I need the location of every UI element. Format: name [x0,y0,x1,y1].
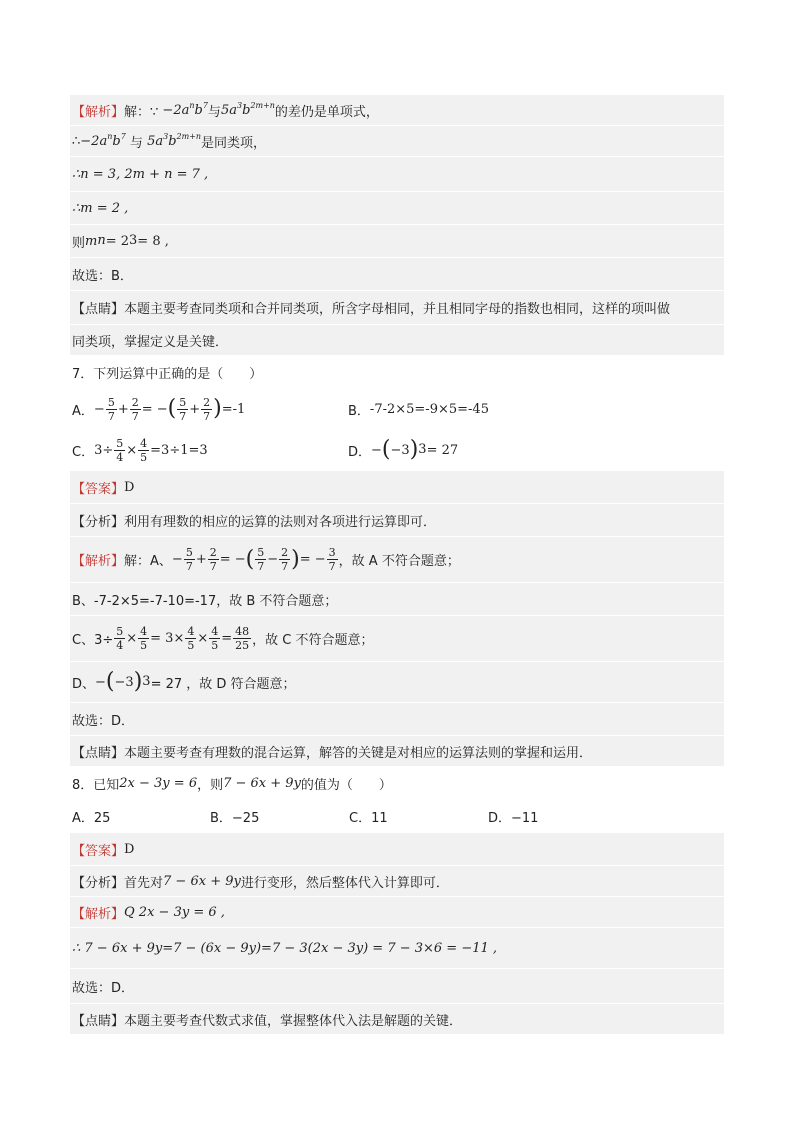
q8-answer: 【答案】 D [70,833,724,866]
q8-solution-line-1: 【解析】 Q 2x − 3y = 6 , [70,897,724,928]
q7-options-ab [70,389,724,430]
daan-tag: 【答案】 [72,481,125,497]
q6-analysis-line-3: ∴n = 3, 2m + n = 7 , [70,157,724,192]
q7-solution-a: 【解析】 解：A、 − $\frac{5}{7}$ + $\frac{2}{7}$ = − ( $\frac{5}{7}$ − $\frac{2}{7}$ ) = − $\frac{3}{7}$ ，故 A 不符合题意； [70,537,724,583]
q8-choice: 故选：D． [70,969,724,1004]
fenxi-tag: 【分析】 [72,514,125,530]
solution-page [70,95,724,1035]
q6-term-2: $5a^3b^{2m+n}$ [220,100,275,118]
q8-solution-line-2: ∴ 7 − 6x + 9y=7 − (6x − 9y)=7 − 3(2x − 3y) = 7 − 3×6 = −11 , [70,928,724,969]
q7-analysis: 【分析】 利用有理数的相应的运算的法则对各项进行运算即可． [70,504,724,537]
q8-option-d: D．−11 [488,810,539,826]
dianjing-tag: 【点睛】 [72,302,125,317]
q6-term-1: $-2a^nb^7$ [158,100,208,118]
q7-option-a: A． − $\frac{5}{7}$ + $\frac{2}{7}$ = − ( $\frac{5}{7}$ + $\frac{2}{7}$ ) =-1 [72,395,246,423]
q7-options-cd [70,430,724,471]
q8-options [70,800,724,833]
q6-analysis-line-5: 则 m n = 2 3 = 8 , [70,225,724,258]
q7-choice: 故选：D． [70,703,724,736]
q8-comment: 【点睛】 本题主要考查代数式求值，掌握整体代入法是解题的关键． [70,1004,724,1035]
q7-solution-d: D、 − ( −3 ) 3 = 27 ，故 D 符合题意； [70,662,724,703]
q7-option-d: D． − ( −3 ) 3 = 27 [348,437,459,462]
q8-stem: 8．已知 2x − 3y = 6 ，则 7 − 6x + 9y 的值为（ ） [70,767,724,800]
q6-analysis-line-4: ∴m = 2 , [70,192,724,225]
q7-option-b: B． -7-2×5=-9×5=-45 [348,401,489,419]
q7-comment: 【点睛】 本题主要考查有理数的混合运算，解答的关键是对相应的运算法则的掌握和运用． [70,736,724,767]
q7-option-c: C． 3÷ $\frac{5}{4}$ × $\frac{4}{5}$ =3÷1=3 [72,436,208,464]
q7-stem: 7．下列运算中正确的是（ ） [70,356,724,389]
jiexi-tag: 【解析】 [72,104,125,120]
q6-comment-line-2: 同类项，掌握定义是关键． [70,325,724,356]
q8-option-c: C．11 [349,810,388,826]
q8-option-b: B．−25 [210,810,260,826]
q8-analysis: 【分析】 首先对 7 − 6x + 9y 进行变形，然后整体代入计算即可． [70,866,724,897]
q6-choice: 故选：B． [70,258,724,291]
q6-analysis-line-1: 【解析】 解：∵ $-2a^nb^7$ 与 $5a^3b^{2m+n}$ 的差仍是单项式， [70,95,724,126]
q7-solution-c: C、3÷ $\frac{5}{4}$ × $\frac{4}{5}$ = 3× $\frac{4}{5}$ × $\frac{4}{5}$ = $\frac{48}{25}$ ，故 C 不符合题意； [70,616,724,662]
q6-comment-line-1: 【点睛】 本题主要考查同类项和合并同类项，所含字母相同，并且相同字母的指数也相同，这样的项叫做 [70,291,724,325]
q6-analysis-line-2: ∴ $-2a^nb^7$ 与 $5a^3b^{2m+n}$ 是同类项， [70,126,724,157]
q8-option-a: A．25 [72,810,111,826]
q7-answer: 【答案】 D [70,471,724,504]
q7-solution-b: B、-7-2×5=-7-10=-17，故 B 不符合题意； [70,583,724,616]
